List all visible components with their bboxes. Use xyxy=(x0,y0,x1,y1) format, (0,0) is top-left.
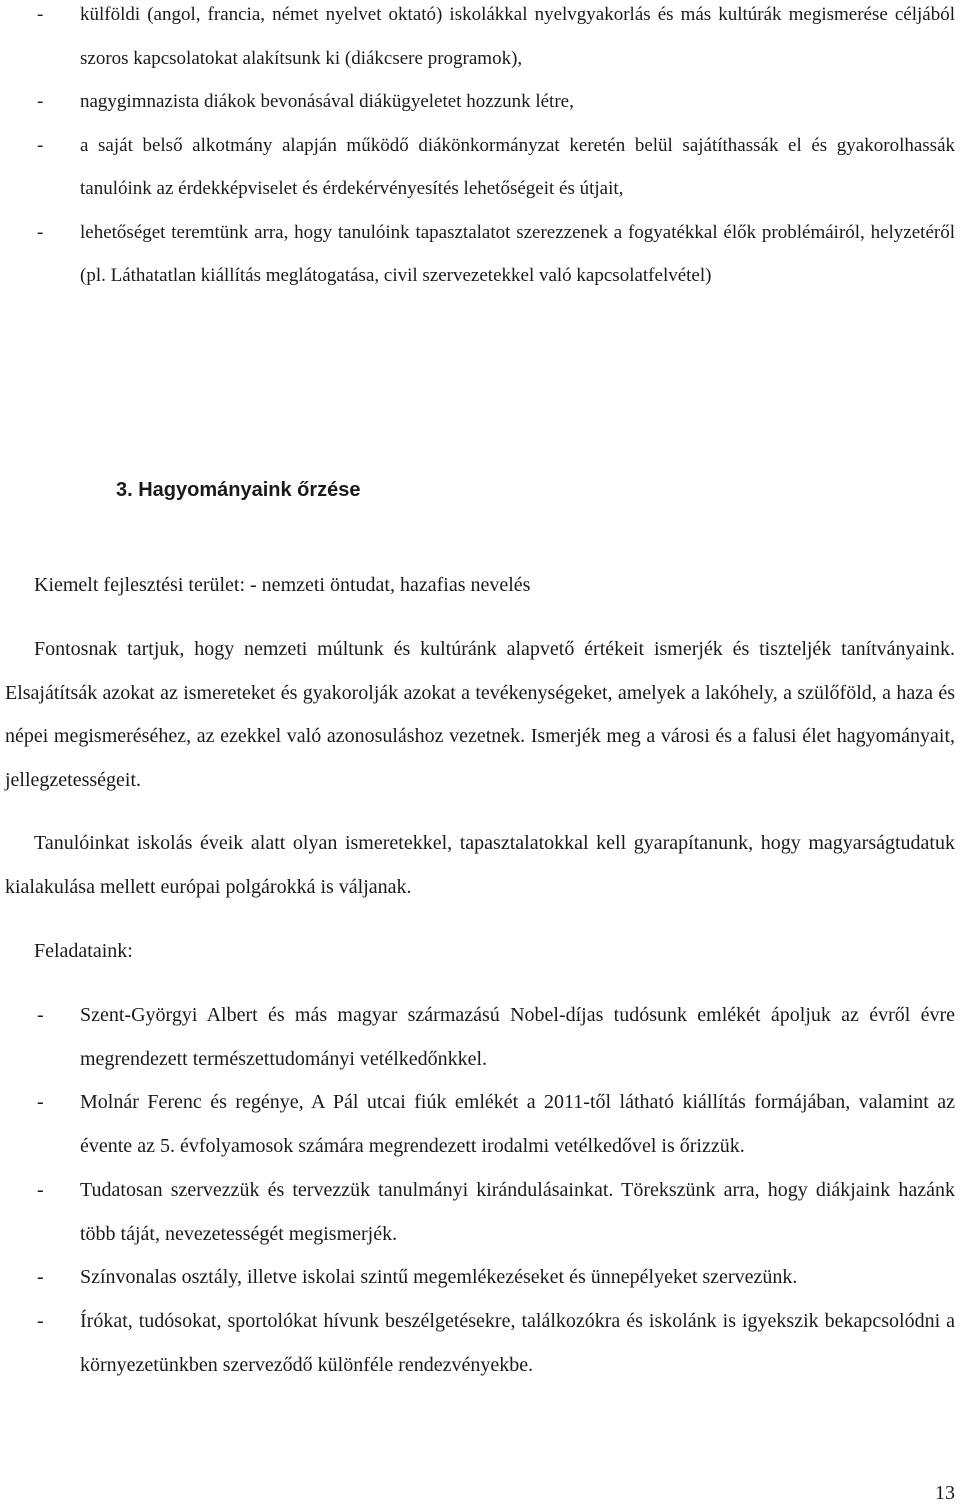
list-item-text: a saját belső alkotmány alapján működő diákönkormányzat keretén belül sajátíthassák el és gyakorolhassák tanulóink az érdekképviselet és érdekérvényesítés lehetőségeit és útjait, xyxy=(80,134,955,199)
list-item xyxy=(0,1169,960,1256)
students-paragraph: Tanulóinkat iskolás éveik alatt olyan ismeretekkel, tapasztalatokkal kell gyarapítanunk, hogy magyarságtudatuk kialakulása mellett európai polgárokká is váljanak. xyxy=(5,832,955,898)
section-heading: 3. Hagyományaink őrzése xyxy=(116,479,361,501)
list-dash: - xyxy=(37,1178,44,1201)
list-dash: - xyxy=(37,1091,44,1114)
list-dash: - xyxy=(37,1004,44,1026)
list-item xyxy=(0,124,960,211)
importance-paragraph: Fontosnak tartjuk, hogy nemzeti múltunk és kultúránk alapvető értékeit ismerjék és tiszteljék tanítványaink. Elsajátítsák azokat az ismereteket és gyakorolják azokat a tevékenységeket, amelyek a lakóhely, a szülőföld, a haza és népei megismeréséhez, az ezekkel való azonosuláshoz vezetnek. Ismerjék meg a városi és a falusi élet hagyományait, jellegzetességeit. xyxy=(5,638,955,791)
tasks-label: Feladataink: xyxy=(34,940,133,962)
list-dash: - xyxy=(37,134,44,156)
list-item-text: Molnár Ferenc és regénye, A Pál utcai fiúk emlékét a 2011-től látható kiállítás formájában, valamint az évente az 5. évfolyamosok számára megrendezett irodalmi vetélkedővel is őrizzük. xyxy=(80,1091,955,1158)
list-item-text: nagygimnazista diákok bevonásával diákügyeletet hozzunk létre, xyxy=(80,91,574,112)
list-item xyxy=(0,80,960,124)
list-dash: - xyxy=(37,221,44,243)
list-item-text: Írókat, tudósokat, sportolókat hívunk beszélgetésekre, találkozókra és iskolánk is igyekszik bekapcsolódni a környezetünkben szerveződő különféle rendezvényekbe. xyxy=(80,1309,955,1376)
list-item-text: lehetőséget teremtünk arra, hogy tanulóink tapasztalatot szerezzenek a fogyatékkal élők problémáiról, helyzetéről (pl. Láthatatlan kiállítás meglátogatása, civil szervezetekkel való kapcsolatfelvétel) xyxy=(80,221,955,286)
list-item-text: Színvonalas osztály, illetve iskolai szintű megemlékezéseket és ünnepélyeket szervezünk. xyxy=(80,1266,798,1289)
list-item-text: Szent-Györgyi Albert és más magyar származású Nobel-díjas tudósunk emlékét ápoljuk az évről évre megrendezett természettudományi vetélkedőnkkel. xyxy=(80,1004,955,1070)
list-dash: - xyxy=(37,91,44,112)
list-item-text: Tudatosan szervezzük és tervezzük tanulmányi kirándulásainkat. Törekszünk arra, hogy diákjaink hazánk több táját, nevezetességét megismerjék. xyxy=(80,1178,955,1245)
list-item xyxy=(0,1300,960,1387)
list-dash: - xyxy=(37,4,44,25)
page-number: 13 xyxy=(935,1482,955,1504)
list-item xyxy=(0,994,960,1081)
bullet-list-top xyxy=(0,0,960,298)
list-item-text: külföldi (angol, francia, német nyelvet oktató) iskolákkal nyelvgyakorlás és más kultúrák megismerése céljából szoros kapcsolatokat alakítsunk ki (diákcsere programok), xyxy=(80,4,955,69)
list-item xyxy=(0,1081,960,1168)
list-item xyxy=(0,1256,960,1300)
list-item xyxy=(0,211,960,298)
list-dash: - xyxy=(37,1266,44,1289)
list-dash: - xyxy=(37,1309,44,1332)
focus-area-paragraph: Kiemelt fejlesztési terület: - nemzeti öntudat, hazafias nevelés xyxy=(34,574,531,596)
bullet-list-tasks xyxy=(0,994,960,1387)
list-item xyxy=(0,0,960,80)
